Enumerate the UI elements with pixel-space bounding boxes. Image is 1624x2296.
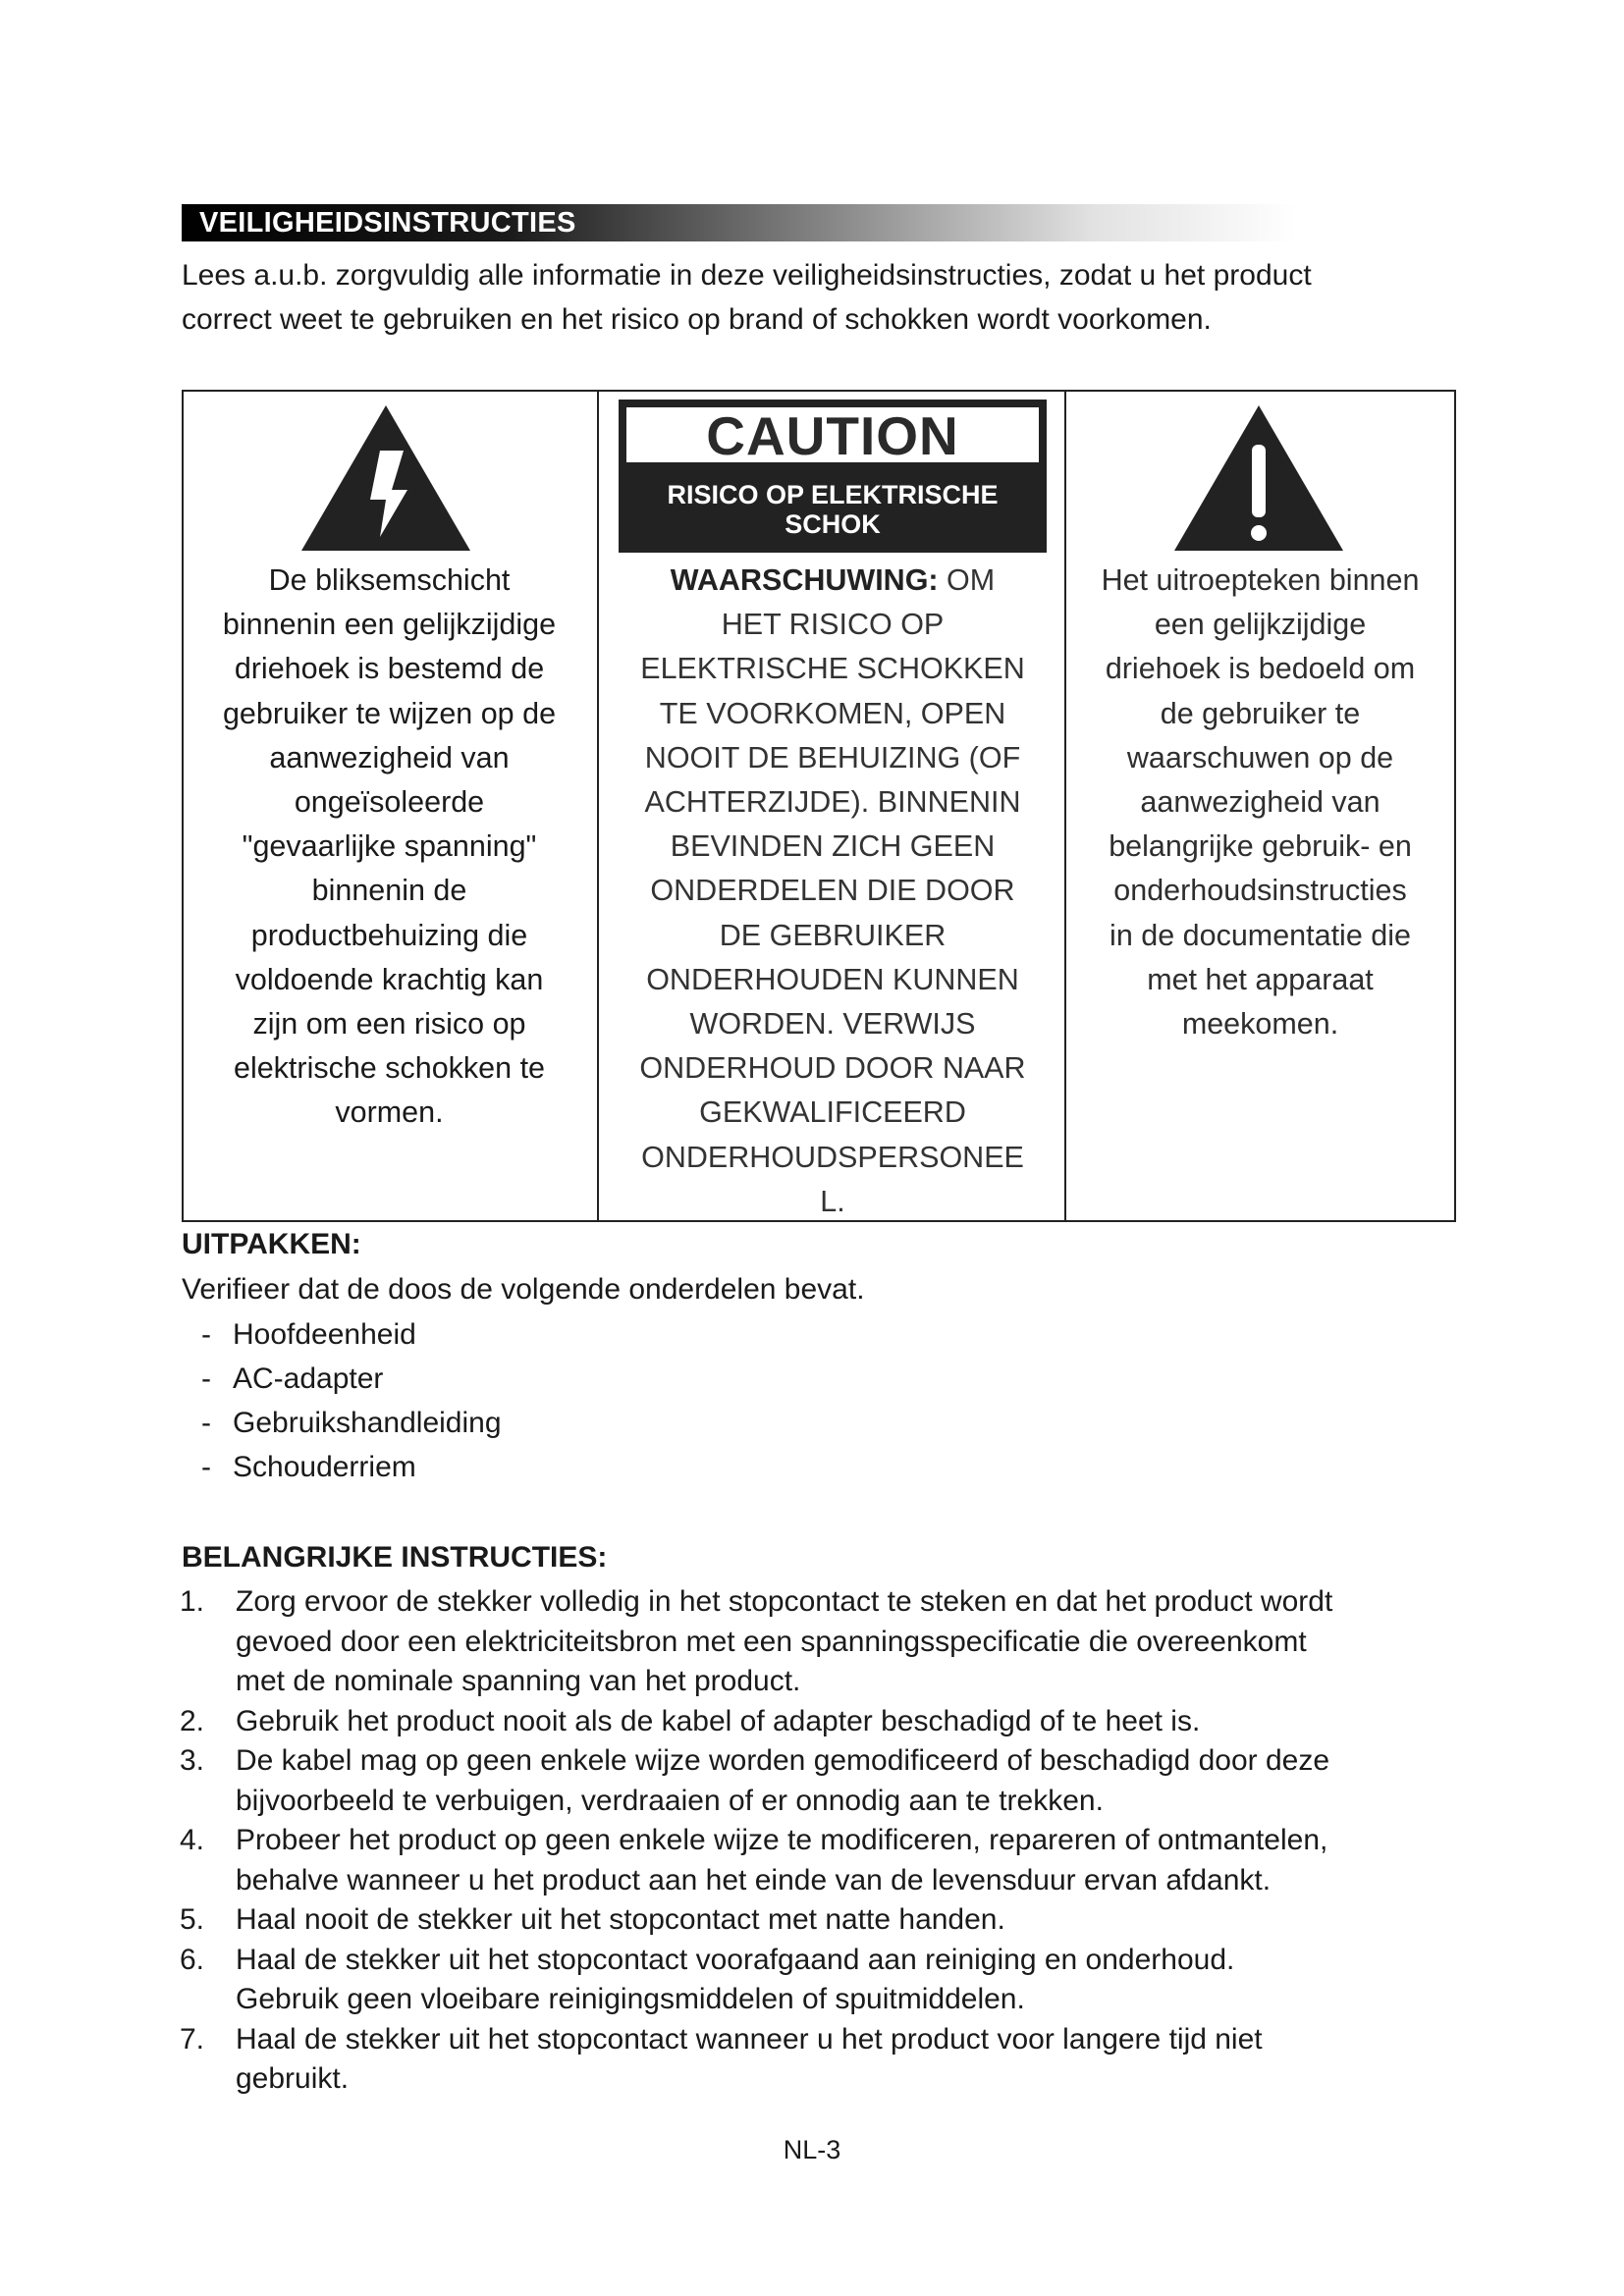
- text-line: ONDERHOUD DOOR NAAR: [639, 1051, 1026, 1086]
- exclamation-warning-icon: [1170, 400, 1347, 557]
- instruction-number: 5.: [180, 1903, 205, 1936]
- list-dash: -: [201, 1407, 211, 1439]
- important-heading: BELANGRIJKE INSTRUCTIES:: [182, 1541, 608, 1574]
- text-line: gebruikt.: [236, 2062, 350, 2095]
- text-line: productbehuizing die: [250, 918, 528, 952]
- list-item: [201, 1401, 502, 1445]
- text-line: zijn om een risico op: [252, 1007, 526, 1041]
- exclamation-cell: [1066, 392, 1454, 1220]
- text-line: ONDERDELEN DIE DOOR: [650, 874, 1015, 908]
- instruction-item: [180, 2020, 1476, 2100]
- text-line: onderhoudsinstructies: [1113, 874, 1407, 908]
- text-line: Gebruik het product nooit als de kabel of adapter beschadigd of te heet is.: [236, 1704, 1201, 1737]
- text-line: elektrische schokken te: [233, 1051, 546, 1086]
- text-line: De kabel mag op geen enkele wijze worden gemodificeerd of beschadigd door deze: [236, 1744, 1330, 1777]
- text-line: in de documentatie die: [1110, 918, 1411, 952]
- instruction-number: 1.: [180, 1585, 205, 1618]
- text-line: driehoek is bestemd de: [234, 652, 545, 686]
- text-line: driehoek is bedoeld om: [1105, 652, 1416, 686]
- text-line: ongeïsoleerde: [294, 785, 485, 820]
- list-item: [201, 1445, 502, 1489]
- text-line: Het uitroepteken binnen: [1101, 563, 1420, 597]
- list-item-text: Hoofdeenheid: [233, 1318, 416, 1351]
- text-line: ONDERHOUDSPERSONEE: [641, 1140, 1024, 1174]
- list-dash: -: [201, 1451, 211, 1483]
- warning-text: [607, 559, 1058, 1224]
- text-line: met het apparaat: [1147, 962, 1374, 996]
- list-dash: -: [201, 1318, 211, 1351]
- list-dash: -: [201, 1362, 211, 1395]
- caution-cell: [599, 392, 1066, 1220]
- text-line: Zorg ervoor de stekker volledig in het stopcontact te steken en dat het product wordt: [236, 1585, 1333, 1618]
- instruction-item: [180, 1702, 1476, 1742]
- text-line: ONDERHOUDEN KUNNEN: [646, 962, 1019, 996]
- page-number: NL-3: [783, 2135, 841, 2164]
- text-line: binnenin de: [311, 874, 467, 908]
- text-line: L.: [820, 1184, 845, 1218]
- caution-subtitle: [619, 480, 1047, 539]
- text-line: belangrijke gebruik- en: [1109, 829, 1412, 864]
- lightning-warning-icon: [298, 400, 474, 557]
- text-line: Gebruik geen vloeibare reinigingsmiddelen of spuitmiddelen.: [236, 1983, 1025, 2015]
- text-line: Haal de stekker uit het stopcontact wanneer u het product voor langere tijd niet: [236, 2022, 1263, 2056]
- text-line: Probeer het product op geen enkele wijze te modificeren, repareren of ontmantelen,: [236, 1824, 1328, 1856]
- instruction-item: [180, 1941, 1476, 2020]
- text-line: Haal de stekker uit het stopcontact voorafgaand aan reiniging en onderhoud.: [236, 1943, 1235, 1976]
- warning-label: WAARSCHUWING:: [670, 563, 939, 597]
- unpacking-intro: Verifieer dat de doos de volgende onderdelen bevat.: [182, 1273, 865, 1306]
- caution-label: [619, 400, 1047, 553]
- caution-table: [182, 390, 1456, 1222]
- text-line: SCHOK: [785, 509, 881, 539]
- text-line: binnenin een gelijkzijdige: [222, 608, 557, 642]
- text-line: met de nominale spanning van het product.: [236, 1665, 801, 1697]
- text-line: bijvoorbeeld te verbuigen, verdraaien of er onnodig aan te trekken.: [236, 1784, 1104, 1817]
- lightning-description: [191, 559, 587, 1136]
- section-title-banner: [182, 204, 1448, 241]
- list-item: [201, 1357, 502, 1401]
- unpacking-list: [201, 1312, 502, 1489]
- text-line: WORDEN. VERWIJS: [689, 1007, 976, 1041]
- text-line: DE GEBRUIKER: [719, 918, 947, 952]
- text-line: "gevaarlijke spanning": [242, 829, 537, 864]
- text-line: RISICO OP ELEKTRISCHE: [667, 480, 999, 509]
- text-line: gebruiker te wijzen op de: [222, 696, 557, 730]
- instruction-number: 6.: [180, 1943, 205, 1976]
- text-line: waarschuwen op de: [1126, 740, 1394, 774]
- text-line: de gebruiker te: [1160, 696, 1361, 730]
- text-line: BEVINDEN ZICH GEEN: [670, 829, 996, 864]
- text-line: een gelijkzijdige: [1154, 608, 1367, 642]
- instruction-item: [180, 1900, 1476, 1941]
- intro-line: correct weet te gebruiken en het risico op brand of schokken wordt voorkomen.: [182, 303, 1212, 336]
- text-line: OM: [938, 563, 996, 597]
- instruction-number: 7.: [180, 2022, 205, 2056]
- instruction-number: 4.: [180, 1824, 205, 1856]
- instruction-item: [180, 1582, 1476, 1702]
- section-title: VEILIGHEIDSINSTRUCTIES: [199, 207, 576, 239]
- caution-title-box: [626, 405, 1039, 466]
- text-line: TE VOORKOMEN, OPEN: [659, 696, 1006, 730]
- text-line: ELEKTRISCHE SCHOKKEN: [640, 652, 1025, 686]
- text-line: aanwezigheid van: [269, 740, 510, 774]
- text-line: aanwezigheid van: [1140, 785, 1380, 820]
- text-line: HET RISICO OP: [721, 608, 945, 642]
- text-line: NOOIT DE BEHUIZING (OF: [644, 740, 1021, 774]
- exclamation-description: [1074, 559, 1446, 1046]
- text-line: Haal nooit de stekker uit het stopcontact met natte handen.: [236, 1903, 1005, 1936]
- instruction-item: [180, 1821, 1476, 1900]
- lightning-cell: [184, 392, 599, 1220]
- unpacking-heading: UITPAKKEN:: [182, 1228, 361, 1260]
- text-line: vormen.: [335, 1095, 444, 1130]
- list-item-text: Schouderriem: [233, 1451, 416, 1483]
- instruction-item: [180, 1741, 1476, 1821]
- list-item-text: Gebruikshandleiding: [233, 1407, 502, 1439]
- text-line: voldoende krachtig kan: [235, 962, 544, 996]
- text-line: ACHTERZIJDE). BINNENIN: [644, 785, 1021, 820]
- list-item-text: AC-adapter: [233, 1362, 384, 1395]
- caution-title: CAUTION: [706, 405, 959, 466]
- instructions-list: [180, 1582, 1476, 2100]
- list-item: [201, 1312, 502, 1357]
- instruction-number: 3.: [180, 1744, 205, 1777]
- text-line: behalve wanneer u het product aan het einde van de levensduur ervan afdankt.: [236, 1863, 1272, 1896]
- text-line: GEKWALIFICEERD: [699, 1095, 966, 1130]
- text-line: De bliksemschicht: [268, 563, 511, 597]
- text-line: gevoed door een elektriciteitsbron met een spanningsspecificatie die overeenkomt: [236, 1625, 1307, 1658]
- intro-paragraph: [182, 253, 1478, 342]
- text-line: meekomen.: [1181, 1007, 1339, 1041]
- intro-line: Lees a.u.b. zorgvuldig alle informatie in deze veiligheidsinstructies, zodat u het product: [182, 259, 1312, 292]
- instruction-number: 2.: [180, 1704, 205, 1737]
